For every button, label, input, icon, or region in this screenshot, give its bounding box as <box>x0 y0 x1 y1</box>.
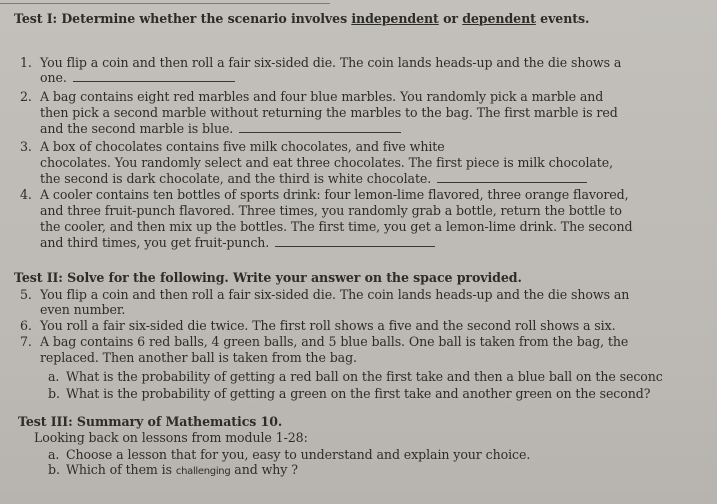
q4-line2: and three fruit-punch flavored. Three times, you randomly grab a bottle, return the bottle to <box>40 203 622 218</box>
t3a-text: Choose a lesson that for you, easy to understand and explain your choice. <box>66 447 531 462</box>
q3-number: 3. <box>20 139 32 154</box>
q3-answer-blank[interactable] <box>437 172 587 183</box>
q7b-label: b. <box>48 386 60 401</box>
heading-text: Test I: Determine whether the scenario involves <box>14 11 352 26</box>
q3-line2: chocolates. You randomly select and eat three chocolates. The first piece is milk chocolate, <box>40 155 614 170</box>
q4-answer-blank[interactable] <box>275 236 435 247</box>
q2-line2: then pick a second marble without returning the marbles to the bag. The first marble is red <box>40 105 618 120</box>
q6-line1: You roll a fair six-sided die twice. The first roll shows a five and the second roll shows a six. <box>40 318 616 333</box>
q1-number: 1. <box>20 55 32 70</box>
q7b-text: What is the probability of getting a green on the first take and another green on the second? <box>66 386 651 401</box>
heading-independent: independent <box>351 11 439 26</box>
q4-line1: A cooler contains ten bottles of sports drink: four lemon-lime flavored, three orange flavored, <box>40 187 629 202</box>
q7-number: 7. <box>20 334 32 349</box>
top-divider <box>0 3 330 4</box>
test2-heading: Test II: Solve for the following. Write your answer on the space provided. <box>14 270 522 285</box>
q7a-label: a. <box>48 369 60 384</box>
q5-line1: You flip a coin and then roll a fair six-sided die. The coin lands heads-up and the die shows an <box>40 287 630 302</box>
q6-number: 6. <box>20 318 32 333</box>
q1-line2 <box>40 70 235 85</box>
q4-line3: the cooler, and then mix up the bottles. The first time, you get a lemon-lime drink. The second <box>40 219 633 234</box>
q2-number: 2. <box>20 89 32 104</box>
q2-answer-blank[interactable] <box>239 122 401 133</box>
q1-line1: You flip a coin and then roll a fair six-sided die. The coin lands heads-up and the die shows a <box>40 55 622 70</box>
test1-heading <box>14 11 589 26</box>
q7-line1: A bag contains 6 red balls, 4 green balls, and 5 blue balls. One ball is taken from the bag, the <box>40 334 629 349</box>
q1-text: one. <box>40 70 67 85</box>
t3b-prefix: Which of them is <box>66 462 176 477</box>
test3-intro: Looking back on lessons from module 1-28: <box>34 430 308 445</box>
q1-answer-blank[interactable] <box>73 71 235 82</box>
q7-line2: replaced. Then another ball is taken from the bag. <box>40 350 357 365</box>
q5-number: 5. <box>20 287 32 302</box>
t3b-suffix: and why ? <box>230 462 298 477</box>
q2-text: and the second marble is blue. <box>40 121 234 136</box>
t3b-label: b. <box>48 462 60 477</box>
q2-line3 <box>40 121 401 136</box>
q5-line2: even number. <box>40 302 126 317</box>
t3b-handwritten-word: challenging <box>175 466 231 477</box>
t3a-label: a. <box>48 447 60 462</box>
heading-dependent: dependent <box>462 11 536 26</box>
heading-text: or <box>438 11 463 26</box>
t3b-text <box>66 462 298 479</box>
q4-line4 <box>40 235 435 250</box>
q3-text: the second is dark chocolate, and the third is white chocolate. <box>40 171 432 186</box>
q3-line3 <box>40 171 587 186</box>
q4-number: 4. <box>20 187 32 202</box>
q2-line1: A bag contains eight red marbles and four blue marbles. You randomly pick a marble and <box>40 89 604 104</box>
q4-text: and third times, you get fruit-punch. <box>40 235 270 250</box>
q3-line1: A box of chocolates contains five milk chocolates, and five white <box>40 139 445 154</box>
test3-heading: Test III: Summary of Mathematics 10. <box>18 414 283 429</box>
heading-text: events. <box>535 11 590 26</box>
q7a-text: What is the probability of getting a red ball on the first take and then a blue ball on the seconc <box>66 369 663 384</box>
